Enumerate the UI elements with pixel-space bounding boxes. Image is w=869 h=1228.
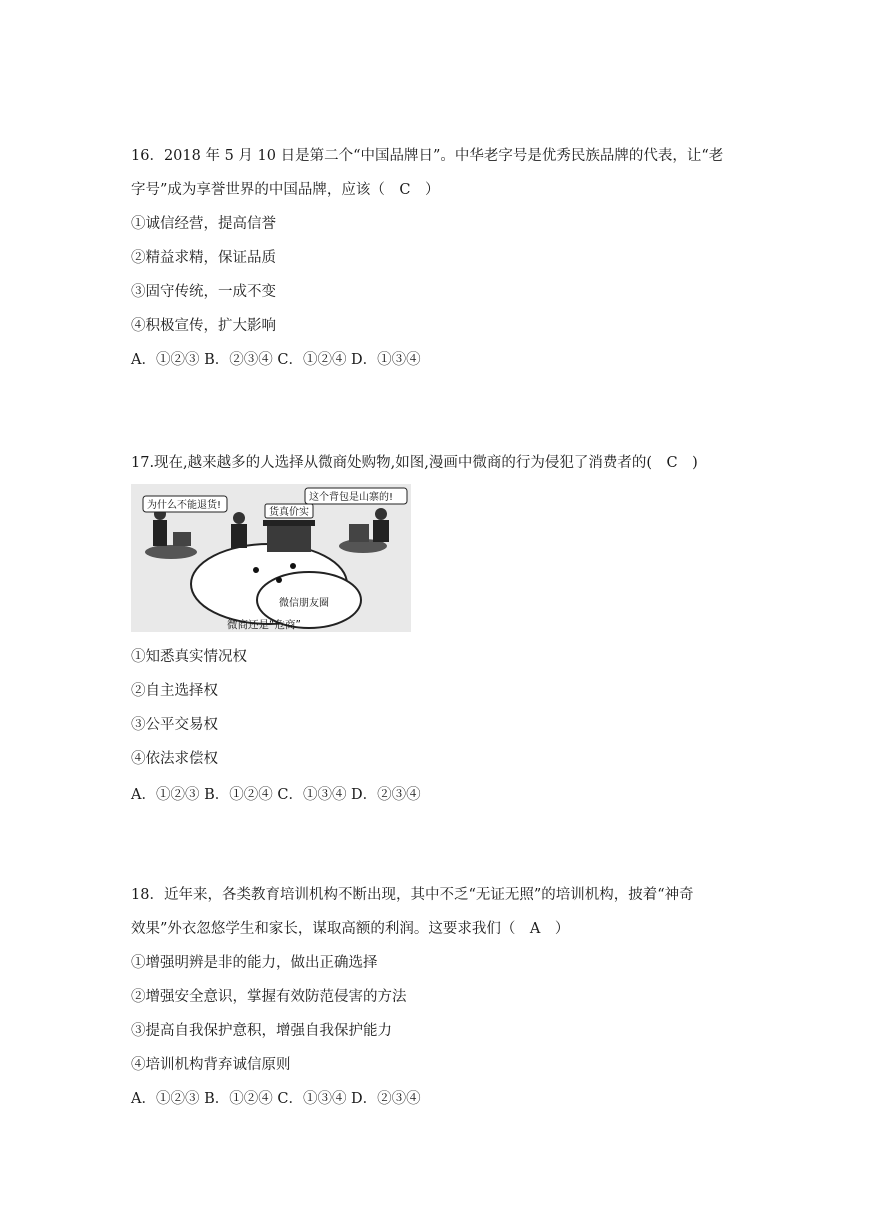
comic-bubble-right <box>305 488 407 504</box>
q17-choices: A．①②③ B．①②④ C．①③④ D．②③④ <box>131 787 421 803</box>
q18-option-2: ②增强安全意识，掌握有效防范侵害的方法 <box>131 989 407 1005</box>
q17-option-1: ①知悉真实情况权 <box>131 649 247 665</box>
svg-text:为什么不能退货!: 为什么不能退货! <box>147 500 222 511</box>
q18-stem-line1: 18．近年来，各类教育培训机构不断出现，其中不乏“无证无照”的培训机构，披着“神奇 <box>131 887 694 903</box>
comic-caption: 微商还是“危商” <box>227 619 301 631</box>
q18-stem-line2: 效果”外衣忽悠学生和家长，谋取高额的利润。这要求我们（ A ） <box>131 921 570 937</box>
q16-option-4: ④积极宣传，扩大影响 <box>131 318 276 334</box>
q16-stem-line1: 16．2018 年 5 月 10 日是第二个“中国品牌日”。中华老字号是优秀民族品牌的代表，让“老 <box>131 148 724 164</box>
q17-option-2: ②自主选择权 <box>131 683 218 699</box>
comic-rock-label: 微信朋友圈 <box>279 598 329 609</box>
q16-option-2: ②精益求精，保证品质 <box>131 250 276 266</box>
q16-option-3: ③固守传统，一成不变 <box>131 284 276 300</box>
q17-stem: 17.现在,越来越多的人选择从微商处购物,如图,漫画中微商的行为侵犯了消费者的( C ) <box>131 455 698 471</box>
comic-bubble-middle <box>265 504 313 518</box>
q18-choices: A．①②③ B．①②④ C．①③④ D．②③④ <box>131 1091 421 1107</box>
q18-option-4: ④培训机构背弃诚信原则 <box>131 1057 291 1073</box>
q16-stem-line2: 字号”成为享誉世界的中国品牌，应该（ C ） <box>131 182 440 198</box>
q18-option-1: ①增强明辨是非的能力，做出正确选择 <box>131 955 378 971</box>
svg-text:这个背包是山寨的!: 这个背包是山寨的! <box>309 492 394 503</box>
q16-option-1: ①诚信经营，提高信誉 <box>131 216 276 232</box>
q16-choices: A．①②③ B．②③④ C．①②④ D．①③④ <box>131 352 421 368</box>
q17-option-3: ③公平交易权 <box>131 717 218 733</box>
q18-option-3: ③提高自我保护意积，增强自我保护能力 <box>131 1023 392 1039</box>
q17-comic-image <box>131 484 411 632</box>
comic-bubble-left <box>143 496 227 512</box>
svg-text:货真价实: 货真价实 <box>269 507 309 518</box>
q17-option-4: ④依法求偿权 <box>131 751 218 767</box>
